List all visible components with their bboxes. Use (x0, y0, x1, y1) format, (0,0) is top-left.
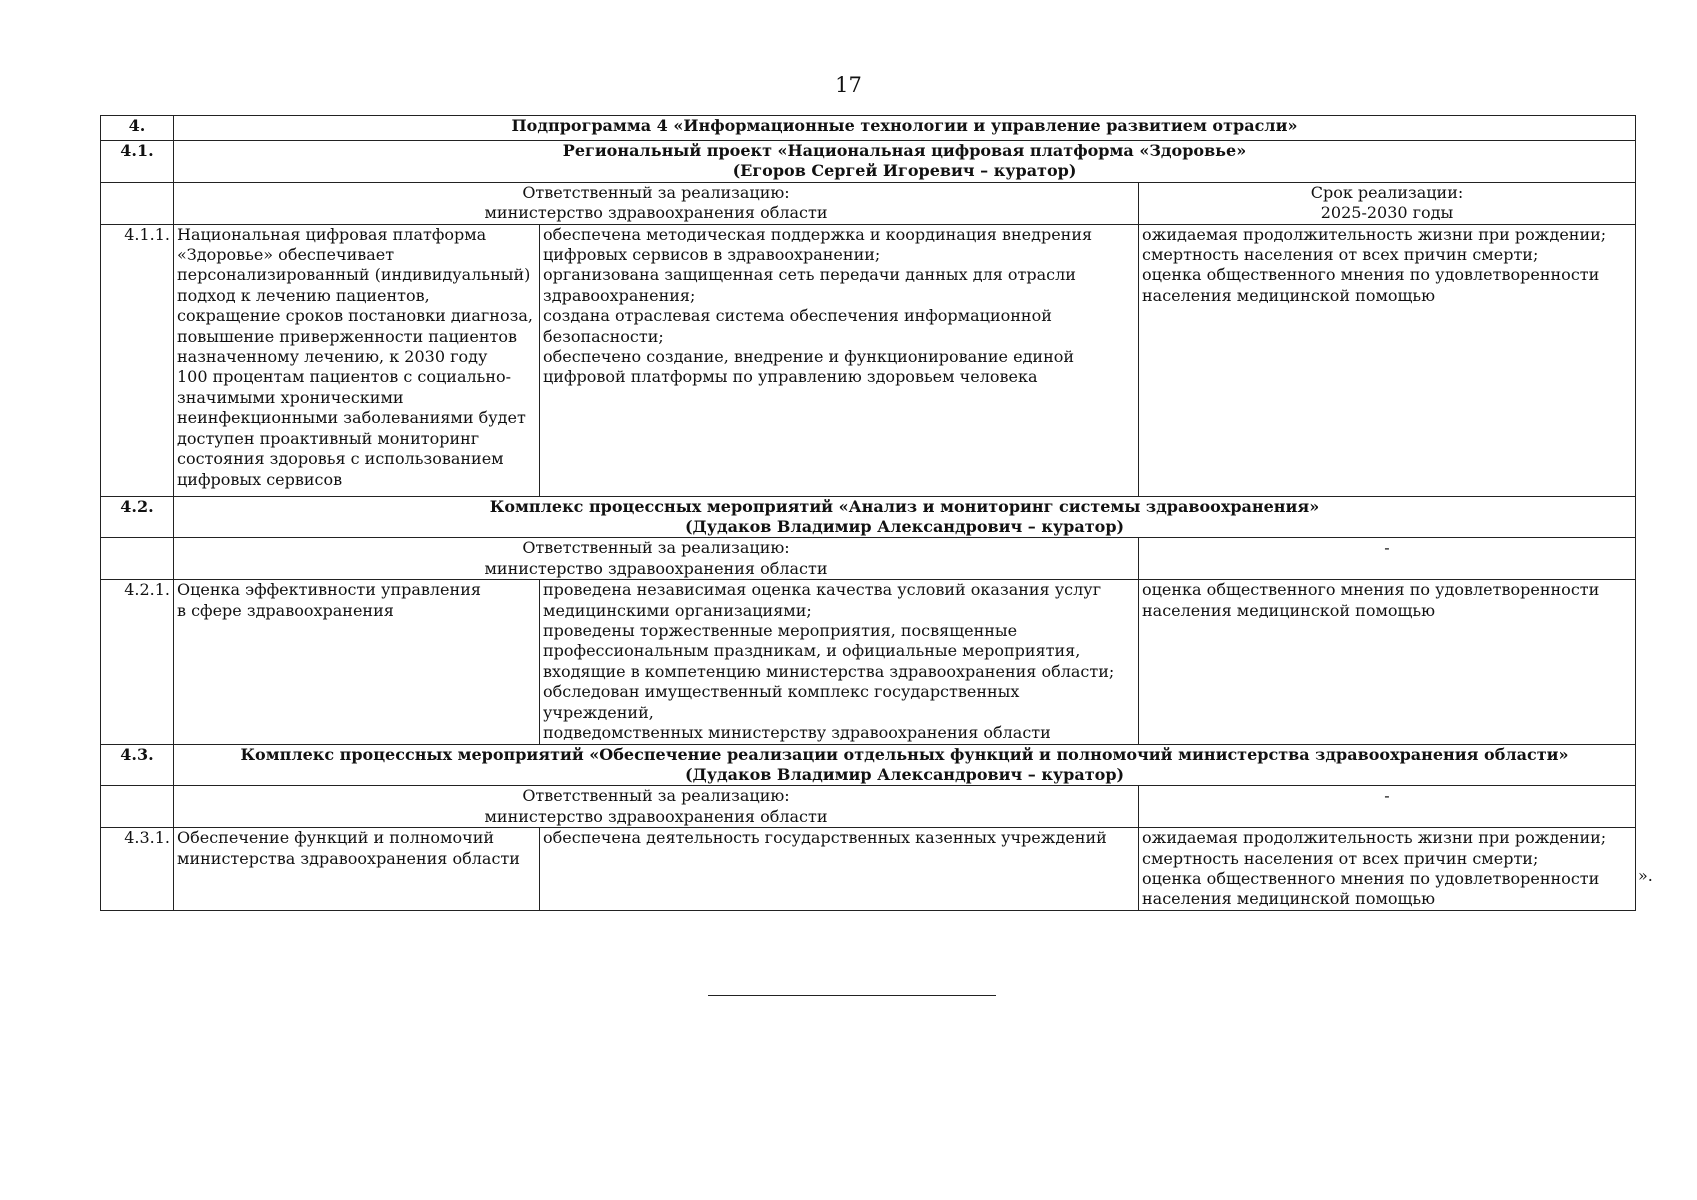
task-cell (174, 580, 540, 744)
result-line: проведены торжественные мероприятия, посвященные (543, 621, 1018, 641)
responsible-cell (174, 538, 1139, 580)
indicator-line: ожидаемая продолжительность жизни при рождении; (1142, 828, 1607, 848)
responsible-value: министерство здравоохранения области (484, 203, 828, 223)
responsible-label: Ответственный за реализацию: (522, 538, 790, 558)
task-line: сокращение сроков постановки диагноза, (177, 306, 533, 326)
indicator-line: населения медицинской помощью (1142, 285, 1436, 305)
row-number: 4.2.1. (101, 580, 174, 744)
row-number: 4.1. (101, 141, 174, 183)
table-row-4-2-1 (101, 580, 1636, 744)
project-title-line: Региональный проект «Национальная цифровая платформа «Здоровье» (562, 141, 1247, 160)
table-row-complex-4-3 (101, 744, 1636, 786)
program-table (100, 115, 1636, 911)
indicators-cell (1139, 580, 1636, 744)
table-row-responsible (101, 538, 1636, 580)
results-cell (540, 828, 1139, 911)
row-number: 4.3. (101, 744, 174, 786)
responsible-value: министерство здравоохранения области (484, 806, 828, 826)
task-line: Оценка эффективности управления (177, 580, 481, 600)
task-line: состояния здоровья с использованием (177, 449, 504, 469)
task-line: 100 процентам пациентов с социально- (177, 367, 512, 387)
project-curator: (Егоров Сергей Игоревич – куратор) (732, 161, 1077, 181)
indicator-line: смертность населения от всех причин смерти; (1142, 245, 1539, 265)
table-row-responsible (101, 182, 1636, 224)
task-line: подход к лечению пациентов, (177, 285, 430, 305)
task-line: назначенному лечению, к 2030 году (177, 347, 488, 367)
task-line: в сфере здравоохранения (177, 600, 394, 620)
responsible-cell (174, 786, 1139, 828)
result-line: медицинскими организациями; (543, 600, 812, 620)
empty-cell (101, 786, 174, 828)
task-line: «Здоровье» обеспечивает (177, 245, 395, 265)
term-label: Срок реализации: (1310, 182, 1464, 202)
complex-curator: (Дудаков Владимир Александрович – куратор) (684, 517, 1125, 537)
indicator-line: смертность населения от всех причин смерти; (1142, 848, 1539, 868)
complex-curator: (Дудаков Владимир Александрович – куратор) (684, 764, 1125, 784)
result-line: обеспечено создание, внедрение и функционирование единой (543, 347, 1075, 367)
task-line: значимыми хроническими (177, 387, 404, 407)
table-row-responsible (101, 786, 1636, 828)
row-number: 4.2. (101, 496, 174, 538)
result-line: обеспечена методическая поддержка и координация внедрения (543, 224, 1093, 244)
complex-title-line: Комплекс процессных мероприятий «Анализ и мониторинг системы здравоохранения» (489, 496, 1320, 516)
result-line: цифровых сервисов в здравоохранении; (543, 245, 881, 265)
task-line: доступен проактивный мониторинг (177, 428, 480, 448)
task-line: Национальная цифровая платформа (177, 224, 487, 244)
indicator-line: оценка общественного мнения по удовлетворенности (1142, 868, 1600, 888)
indicators-cell (1139, 224, 1636, 496)
task-line: неинфекционными заболеваниями будет (177, 408, 526, 428)
indicators-cell (1139, 828, 1636, 911)
task-line: повышение приверженности пациентов (177, 326, 518, 346)
task-line: Обеспечение функций и полномочий (177, 828, 495, 848)
row-number: 4. (101, 116, 174, 141)
responsible-label: Ответственный за реализацию: (522, 182, 790, 202)
row-number: 4.3.1. (101, 828, 174, 911)
indicator-line: населения медицинской помощью (1142, 600, 1436, 620)
empty-cell (101, 538, 174, 580)
indicator-line: населения медицинской помощью (1142, 889, 1436, 909)
result-line: обеспечена деятельность государственных казенных учреждений (543, 828, 1107, 848)
footer-divider (708, 995, 996, 996)
complex-title-line: Комплекс процессных мероприятий «Обеспечение реализации отдельных функций и полномочий министерства здравоохранения области» (240, 744, 1569, 764)
project-title (174, 141, 1636, 183)
term-cell: - (1139, 538, 1636, 580)
responsible-cell (174, 182, 1139, 224)
term-cell: - (1139, 786, 1636, 828)
empty-cell (101, 182, 174, 224)
table-row-4-1-1 (101, 224, 1636, 496)
responsible-label: Ответственный за реализацию: (522, 786, 790, 806)
complex-title (174, 744, 1636, 786)
result-line: безопасности; (543, 326, 664, 346)
result-line: профессиональным праздникам, и официальные мероприятия, (543, 641, 1081, 661)
result-line: цифровой платформы по управлению здоровьем человека (543, 367, 1038, 387)
subprogram-title: Подпрограмма 4 «Информационные технологии и управление развитием отрасли» (174, 116, 1636, 141)
table-row-subprogram-4 (101, 116, 1636, 141)
task-cell (174, 828, 540, 911)
result-line: здравоохранения; (543, 285, 696, 305)
indicator-line: оценка общественного мнения по удовлетворенности (1142, 265, 1600, 285)
table-row-4-3-1 (101, 828, 1636, 911)
task-cell (174, 224, 540, 496)
row-number: 4.1.1. (101, 224, 174, 496)
results-cell (540, 224, 1139, 496)
table-row-project-4-1 (101, 141, 1636, 183)
task-line: персонализированный (индивидуальный) (177, 265, 531, 285)
result-line: обследован имущественный комплекс государственных учреждений, (543, 682, 1020, 722)
responsible-value: министерство здравоохранения области (484, 558, 828, 578)
task-line: министерства здравоохранения области (177, 848, 520, 868)
result-line: проведена независимая оценка качества условий оказания услуг (543, 580, 1102, 600)
term-value: 2025-2030 годы (1320, 203, 1454, 223)
page-number: 17 (835, 73, 862, 97)
result-line: организована защищенная сеть передачи данных для отрасли (543, 265, 1076, 285)
closing-quote: ». (1638, 866, 1653, 885)
result-line: подведомственных министерству здравоохранения области (543, 723, 1051, 743)
table-row-complex-4-2 (101, 496, 1636, 538)
results-cell (540, 580, 1139, 744)
complex-title (174, 496, 1636, 538)
result-line: входящие в компетенцию министерства здравоохранения области; (543, 661, 1115, 681)
result-line: создана отраслевая система обеспечения информационной (543, 306, 1052, 326)
indicator-line: оценка общественного мнения по удовлетворенности (1142, 580, 1600, 600)
term-cell (1139, 182, 1636, 224)
task-line: цифровых сервисов (177, 469, 343, 489)
indicator-line: ожидаемая продолжительность жизни при рождении; (1142, 224, 1607, 244)
